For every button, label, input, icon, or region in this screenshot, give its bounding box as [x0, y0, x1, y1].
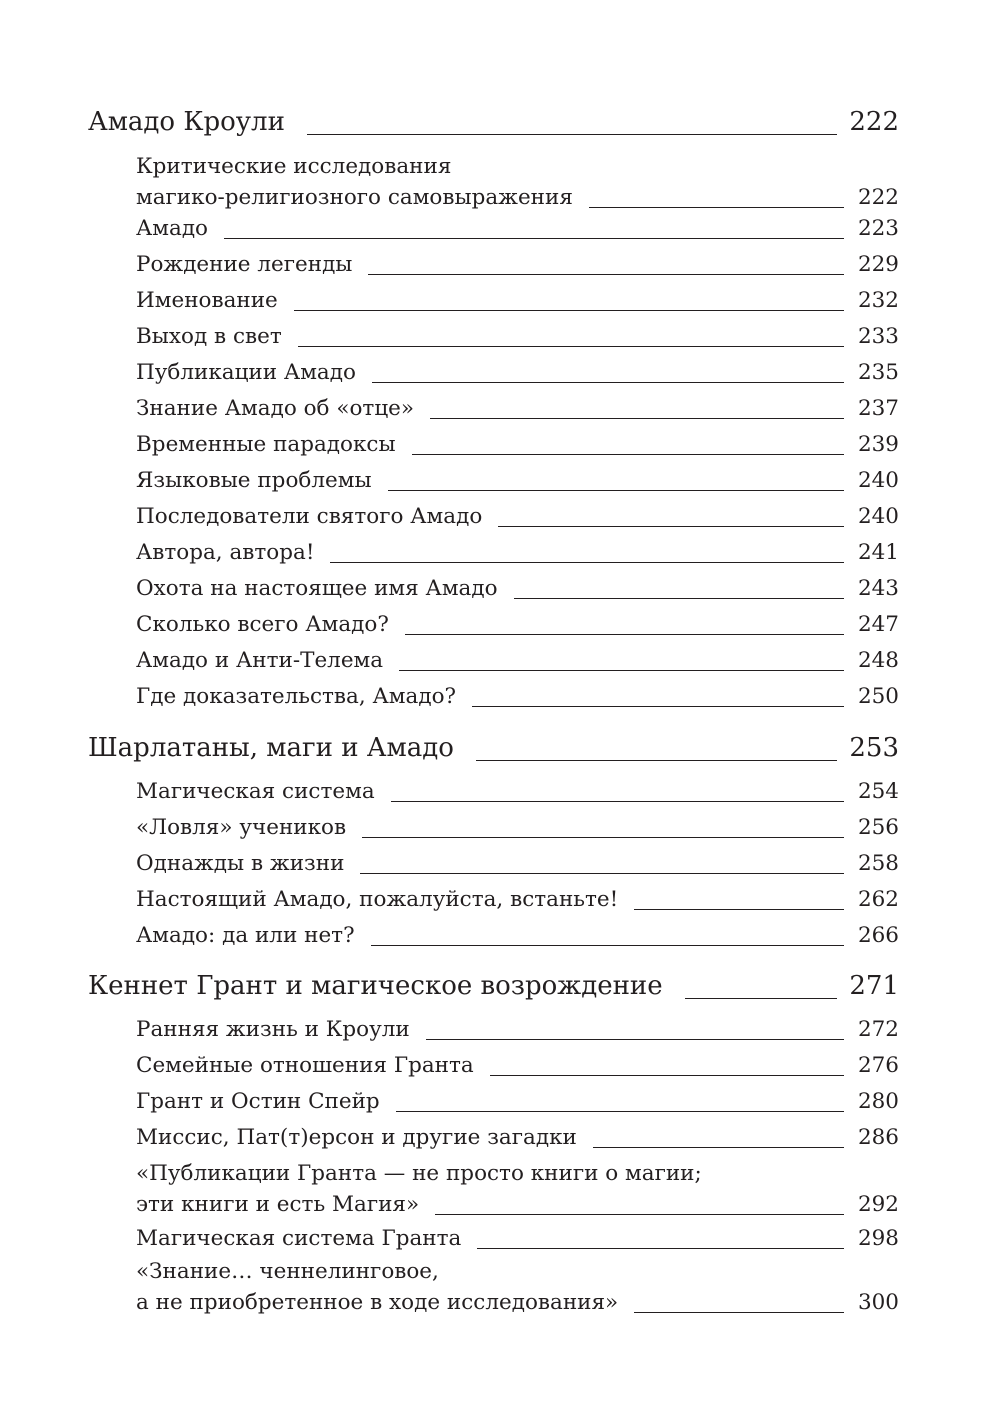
toc-leader-line — [298, 346, 844, 347]
toc-leader-line — [360, 873, 844, 874]
toc-page-number: 271 — [849, 971, 899, 1001]
toc-leader-line — [388, 490, 844, 491]
toc-leader-line — [330, 562, 844, 563]
toc-entry-title-line: эти книги и есть Магия» — [136, 1192, 420, 1217]
toc-page-number: 286 — [857, 1125, 899, 1150]
toc-entry-title: Выход в свет — [136, 324, 282, 349]
toc-leader-line — [514, 598, 844, 599]
toc-leader-line — [634, 1312, 844, 1313]
toc-page-number: 262 — [857, 887, 899, 912]
toc-page-number: 222 — [857, 185, 899, 210]
toc-entry-title-line: магико-религиозного самовыражения — [136, 185, 573, 210]
toc-page-number: 248 — [857, 648, 899, 673]
toc-entry-title: Амадо — [136, 216, 209, 241]
toc-leader-line — [498, 526, 844, 527]
toc-leader-line — [412, 454, 844, 455]
toc-leader-line — [472, 706, 844, 707]
toc-page-number: 300 — [857, 1290, 899, 1315]
toc-page-number: 223 — [857, 216, 899, 241]
toc-leader-line — [430, 418, 844, 419]
toc-entry-title: Знание Амадо об «отце» — [136, 396, 415, 421]
toc-page-number: 229 — [857, 252, 899, 277]
toc-leader-line — [405, 634, 844, 635]
toc-entry-title: Семейные отношения Гранта — [136, 1053, 474, 1078]
toc-page-number: 272 — [857, 1017, 899, 1042]
toc-entry-title: Настоящий Амадо, пожалуйста, встаньте! — [136, 887, 619, 912]
toc-entry-title: Временные парадоксы — [136, 432, 396, 457]
toc-page-number: 239 — [857, 432, 899, 457]
toc-entry-title-line: Критические исследования — [136, 154, 452, 179]
toc-entry-title: Кеннет Грант и магическое возрождение — [88, 971, 663, 1001]
toc-leader-line — [396, 1111, 844, 1112]
toc-leader-line — [307, 134, 837, 135]
toc-page-number: 247 — [857, 612, 899, 637]
toc-leader-line — [372, 382, 844, 383]
toc-entry-title: Охота на настоящее имя Амадо — [136, 576, 498, 601]
toc-entry-title: Именование — [136, 288, 278, 313]
toc-leader-line — [593, 1147, 844, 1148]
toc-page-number: 250 — [857, 684, 899, 709]
toc-leader-line — [224, 238, 844, 239]
toc-entry-title: Однажды в жизни — [136, 851, 345, 876]
toc-entry-title-line: «Знание… ченнелинговое, — [136, 1259, 439, 1284]
toc-entry-title: «Ловля» учеников — [136, 815, 347, 840]
toc-entry-title-line: а не приобретенное в ходе исследования» — [136, 1290, 619, 1315]
toc-entry-title: Публикации Амадо — [136, 360, 356, 385]
toc-page-number: 243 — [857, 576, 899, 601]
toc-page-number: 240 — [857, 504, 899, 529]
toc-page-number: 292 — [857, 1192, 899, 1217]
toc-entry-title-line: «Публикации Гранта — не просто книги о магии; — [136, 1161, 702, 1186]
toc-entry-title: Автора, автора! — [136, 540, 315, 565]
toc-entry-title: Магическая система — [136, 779, 375, 804]
toc-leader-line — [294, 310, 844, 311]
toc-page-number: 233 — [857, 324, 899, 349]
toc-page-number: 298 — [857, 1226, 899, 1251]
toc-leader-line — [685, 998, 837, 999]
toc-page-number: 280 — [857, 1089, 899, 1114]
toc-entry-title: Амадо Кроули — [88, 107, 285, 137]
toc-entry-title: Где доказательства, Амадо? — [136, 684, 457, 709]
toc-leader-line — [589, 207, 844, 208]
toc-page-number: 256 — [857, 815, 899, 840]
toc-page-number: 266 — [857, 923, 899, 948]
toc-leader-line — [362, 837, 844, 838]
toc-leader-line — [476, 760, 837, 761]
toc-leader-line — [391, 801, 844, 802]
toc-leader-line — [426, 1039, 844, 1040]
toc-entry-title: Сколько всего Амадо? — [136, 612, 389, 637]
toc-entry-title: Магическая система Гранта — [136, 1226, 462, 1251]
toc-entry-title: Амадо: да или нет? — [136, 923, 355, 948]
toc-leader-line — [371, 945, 844, 946]
toc-entry-title: Последователи святого Амадо — [136, 504, 483, 529]
toc-page-number: 237 — [857, 396, 899, 421]
toc-leader-line — [368, 274, 844, 275]
toc-entry-title: Ранняя жизнь и Кроули — [136, 1017, 410, 1042]
toc-page-number: 232 — [857, 288, 899, 313]
toc-page-number: 240 — [857, 468, 899, 493]
toc-entry-title: Амадо и Анти-Телема — [136, 648, 384, 673]
toc-entry-title: Языковые проблемы — [136, 468, 372, 493]
toc-page-number: 253 — [849, 733, 899, 763]
toc-entry-title: Миссис, Пат(т)ерсон и другие загадки — [136, 1125, 577, 1150]
toc-leader-line — [435, 1214, 844, 1215]
toc-leader-line — [399, 670, 844, 671]
toc-page-number: 222 — [849, 107, 899, 137]
toc-page-number: 254 — [857, 779, 899, 804]
toc-entry-title: Грант и Остин Спейр — [136, 1089, 380, 1114]
toc-page-number: 241 — [857, 540, 899, 565]
toc-entry-title: Шарлатаны, маги и Амадо — [88, 733, 454, 763]
toc-page-number: 235 — [857, 360, 899, 385]
toc-page-number: 258 — [857, 851, 899, 876]
toc-leader-line — [490, 1075, 844, 1076]
toc-entry-title: Рождение легенды — [136, 252, 353, 277]
toc-leader-line — [634, 909, 844, 910]
toc-leader-line — [477, 1248, 844, 1249]
toc-page-number: 276 — [857, 1053, 899, 1078]
